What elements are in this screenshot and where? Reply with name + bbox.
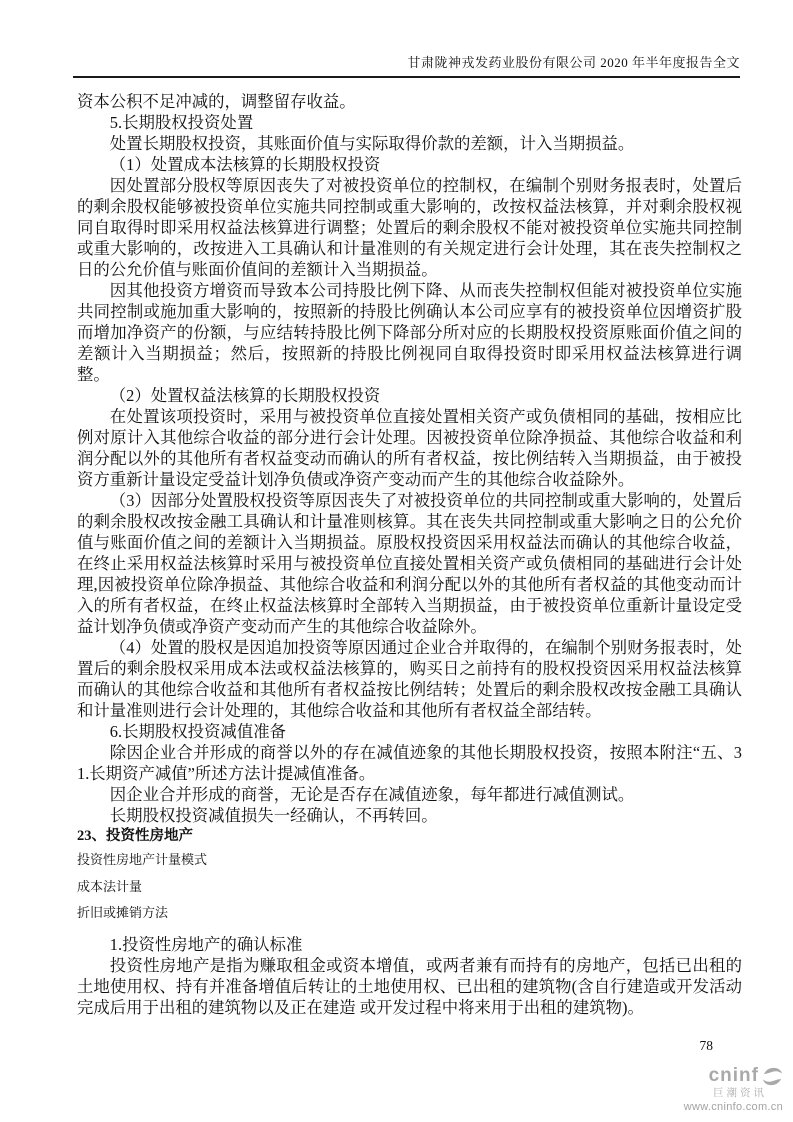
- paragraph: （2）处置权益法核算的长期股权投资: [109, 386, 381, 405]
- paragraph: 资本公积不足冲减的，调整留存收益。: [77, 92, 356, 111]
- paragraph: 处置长期股权投资，其账面价值与实际取得价款的差额，计入当期损益。: [109, 134, 635, 153]
- meta-line: 折旧或摊销方法: [77, 905, 169, 920]
- paragraph: （4）处置的股权是因追加投资等原因通过企业合并取得的，在编制个别财务报表时，处置后的剩余股权采用成本法或权益法核算的，购买日之前持有的股权投资因采用权益法核算而确认的其他综合收益和其他所有者权益按比例结转；处置后的剩余股权改按金融工具确认和计量准则进行会计处理的，其他综合收益和其他所有者权益全部结转。: [77, 638, 742, 720]
- paragraph: 1.投资性房地产的确认标准: [109, 934, 303, 954]
- paragraph: 因处置部分股权等原因丧失了对被投资单位的控制权，在编制个别财务报表时，处置后的剩余股权能够被投资单位实施共同控制或重大影响的，改按权益法核算，并对剩余股权视同自取得时即采用权益法核算进行调整；处置后的剩余股权不能对被投资单位实施共同控制或重大影响的，改按进入工具确认和计量准则的有关规定进行会计处理，其在丧失控制权之日的公允价值与账面价值间的差额计入当期损益。: [77, 176, 742, 279]
- paragraph: 长期股权投资减值损失一经确认，不再转回。: [109, 806, 438, 825]
- document-body: [77, 91, 742, 1018]
- paragraph: 投资性房地产是指为赚取租金或资本增值，或两者兼有而持有的房地产，包括已出租的土地使用权、持有并准备增值后转让的土地使用权、已出租的建筑物(含自行建造或开发活动完成后用于出租的建筑物以及正在建造 或开发过程中将来用于出租的建筑物)。: [77, 955, 742, 1017]
- cninfo-logo-row: [684, 1065, 783, 1087]
- paragraph: （3）因部分处置股权投资等原因丧失了对被投资单位的共同控制或重大影响的，处置后的剩余股权改按金融工具确认和计量准则核算。其在丧失共同控制或重大影响之日的公允价值与账面价值之间的差额计入当期损益。原股权投资因采用权益法而确认的其他综合收益，在终止采用权益法核算时采用与被投资单位直接处置相关资产或负债相同的基础进行会计处理,因被投资单位除净损益、其他综合收益和利润分配以外的其他所有者权益的其他变动而计入的所有者权益，在终止权益法核算时全部转入当期损益，由于被投资单位重新计量设定受益计划净负债或净资产变动而产生的其他综合收益除外。: [77, 491, 742, 636]
- paragraph: 因其他投资方增资而导致本公司持股比例下降、从而丧失控制权但能对被投资单位实施共同控制或施加重大影响的，按照新的持股比例确认本公司应享有的被投资单位因增资扩股而增加净资产的份额，与应结转持股比例下降部分所对应的长期股权投资原账面价值之间的差额计入当期损益；然后，按照新的持股比例视同自取得投资时即采用权益法核算进行调整。: [77, 281, 742, 384]
- paragraph: 在处置该项投资时，采用与被投资单位直接处置相关资产或负债相同的基础，按相应比例对原计入其他综合收益的部分进行会计处理。因被投资单位除净损益、其他综合收益和利润分配以外的其他所有者权益变动而确认的所有者权益，按比例结转入当期损益，由于被投资方重新计量设定受益计划净负债或净资产变动而产生的其他综合收益除外。: [77, 407, 742, 489]
- cninfo-brand-text: cninf: [708, 1065, 759, 1087]
- meta-line: 成本法计量: [77, 878, 143, 894]
- meta-line: 投资性房地产计量模式: [77, 852, 208, 867]
- paragraph: 6.长期股权投资减值准备: [109, 722, 286, 741]
- cninfo-logo: [684, 1065, 783, 1114]
- header-title: 甘肃陇神戎发药业股份有限公司 2020 年半年度报告全文: [407, 55, 740, 70]
- section-heading: 23、投资性房地产: [77, 828, 193, 844]
- paragraph: 因企业合并形成的商誉，无论是否存在减值迹象，每年都进行减值测试。: [109, 785, 635, 804]
- paragraph: 5.长期股权投资处置: [109, 113, 254, 132]
- cninfo-name-cn: 巨潮资讯: [713, 1088, 767, 1100]
- paragraph: （1）处置成本法核算的长期股权投资: [109, 155, 381, 174]
- paragraph: 除因企业合并形成的商誉以外的存在减值迹象的其他长期股权投资，按照本附注“五、31.长期资产减值”所述方法计提减值准备。: [77, 743, 742, 783]
- cninfo-url: www.cninfo.com.cn: [683, 1101, 783, 1114]
- section-meta: [77, 847, 742, 927]
- page-number: 78: [699, 1038, 713, 1053]
- cninfo-swirl-icon: [762, 1066, 783, 1087]
- page-header: [73, 52, 740, 78]
